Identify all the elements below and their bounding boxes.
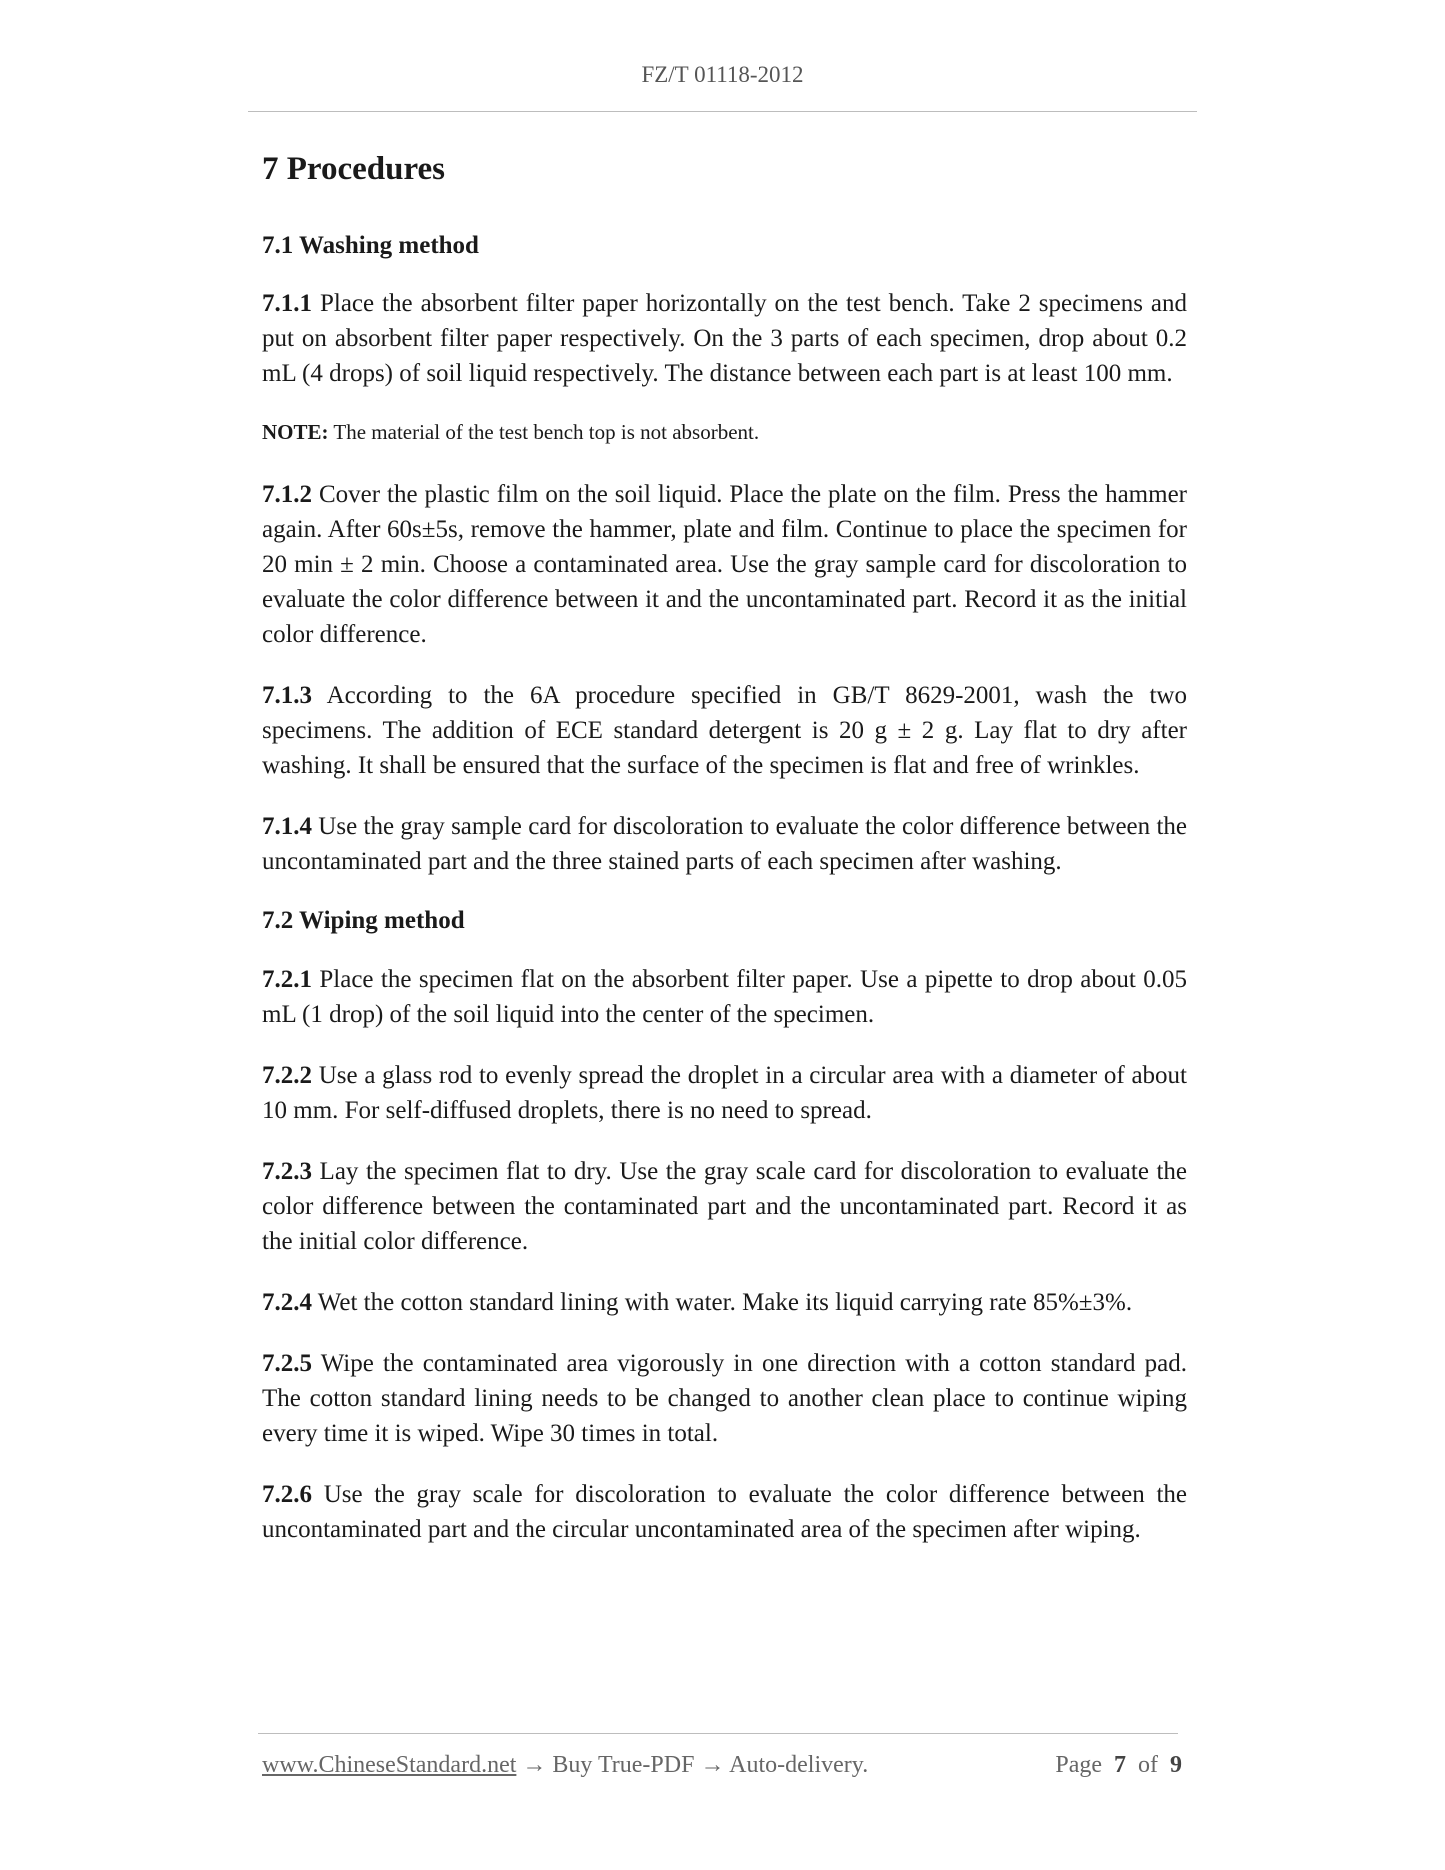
clause-number: 7.2.4 <box>262 1288 312 1316</box>
note-text: The material of the test bench top is not absorbent. <box>328 420 760 445</box>
standard-code: FZ/T 01118-2012 <box>641 62 804 87</box>
note <box>262 417 1187 447</box>
footer-links <box>262 1752 868 1779</box>
clause-number: 7.1.4 <box>262 813 312 841</box>
clause-number: 7.2.3 <box>262 1157 312 1185</box>
clause-text: Place the specimen flat on the absorbent filter paper. Use a pipette to drop about 0.05 mL (1 drop) of the soil liquid into the center of the specimen. <box>262 965 1187 1028</box>
buy-pdf-text: Buy True-PDF <box>552 1752 695 1778</box>
clause-text: Lay the specimen flat to dry. Use the gray scale card for discoloration to evaluate the color difference between the contaminated part and the uncontaminated part. Record it as the initial color difference. <box>262 1157 1187 1255</box>
clause-7-1-3 <box>262 678 1187 783</box>
arrow-right-icon: → <box>700 1752 725 1778</box>
clause-text: Wet the cotton standard lining with water. Make its liquid carrying rate 85%±3%. <box>312 1288 1133 1316</box>
page-total: 9 <box>1170 1752 1182 1778</box>
clause-text: Cover the plastic film on the soil liquid. Place the plate on the film. Press the hammer again. After 60s±5s, remove the hammer, plate and film. Continue to place the specimen for 20 min ± 2 min. Choose a contaminated area. Use the gray sample card for discoloration to evaluate the color difference between it and the uncontaminated part. Record it as the initial color difference. <box>262 481 1187 649</box>
clause-7-2-1 <box>262 962 1187 1032</box>
clause-text: According to the 6A procedure specified in GB/T 8629-2001, wash the two specimens. The addition of ECE standard detergent is 20 g ± 2 g. Lay flat to dry after washing. It shall be ensured that the surface of the specimen is flat and free of wrinkles. <box>262 682 1187 780</box>
auto-delivery-text: Auto-delivery. <box>729 1752 869 1778</box>
clause-7-2-4 <box>262 1285 1187 1320</box>
header-divider <box>248 111 1197 112</box>
page-header <box>248 62 1197 88</box>
page-label: Page <box>1055 1752 1102 1778</box>
arrow-right-icon: → <box>522 1752 547 1778</box>
section-title: 7 Procedures <box>262 151 445 187</box>
clause-text: Place the absorbent filter paper horizontally on the test bench. Take 2 specimens and put on absorbent filter paper respectively. On the 3 parts of each specimen, drop about 0.2 mL (4 drops) of soil liquid respectively. The distance between each part is at least 100 mm. <box>262 290 1187 388</box>
subsection-title-washing: 7.1 Washing method <box>262 231 479 259</box>
page-content <box>262 150 1187 1573</box>
page-number <box>1055 1752 1182 1779</box>
clause-number: 7.2.2 <box>262 1061 312 1089</box>
clause-text: Use the gray scale for discoloration to evaluate the color difference between the uncontaminated part and the circular uncontaminated area of the specimen after wiping. <box>262 1480 1187 1543</box>
clause-number: 7.1.2 <box>262 481 312 509</box>
clause-7-1-1 <box>262 286 1187 391</box>
note-label: NOTE: <box>262 420 329 445</box>
clause-7-1-4 <box>262 809 1187 879</box>
clause-text: Use the gray sample card for discoloration to evaluate the color difference between the uncontaminated part and the three stained parts of each specimen after washing. <box>262 813 1187 876</box>
clause-7-1-2 <box>262 477 1187 652</box>
clause-number: 7.2.1 <box>262 965 312 993</box>
clause-7-2-6 <box>262 1477 1187 1547</box>
clause-7-2-2 <box>262 1058 1187 1128</box>
clause-number: 7.1.3 <box>262 682 312 710</box>
clause-7-2-3 <box>262 1154 1187 1259</box>
clause-7-2-5 <box>262 1346 1187 1451</box>
page-current: 7 <box>1114 1752 1126 1778</box>
clause-text: Wipe the contaminated area vigorously in one direction with a cotton standard pad. The cotton standard lining needs to be changed to another clean place to continue wiping every time it is wiped. Wipe 30 times in total. <box>262 1349 1187 1447</box>
footer-divider <box>258 1733 1178 1734</box>
subsection-title-wiping: 7.2 Wiping method <box>262 907 465 935</box>
site-link[interactable]: www.ChineseStandard.net <box>262 1752 517 1778</box>
page-of-label: of <box>1138 1752 1158 1778</box>
clause-number: 7.2.6 <box>262 1480 312 1508</box>
clause-number: 7.2.5 <box>262 1349 312 1377</box>
clause-number: 7.1.1 <box>262 290 312 318</box>
clause-text: Use a glass rod to evenly spread the droplet in a circular area with a diameter of about 10 mm. For self-diffused droplets, there is no need to spread. <box>262 1061 1187 1124</box>
